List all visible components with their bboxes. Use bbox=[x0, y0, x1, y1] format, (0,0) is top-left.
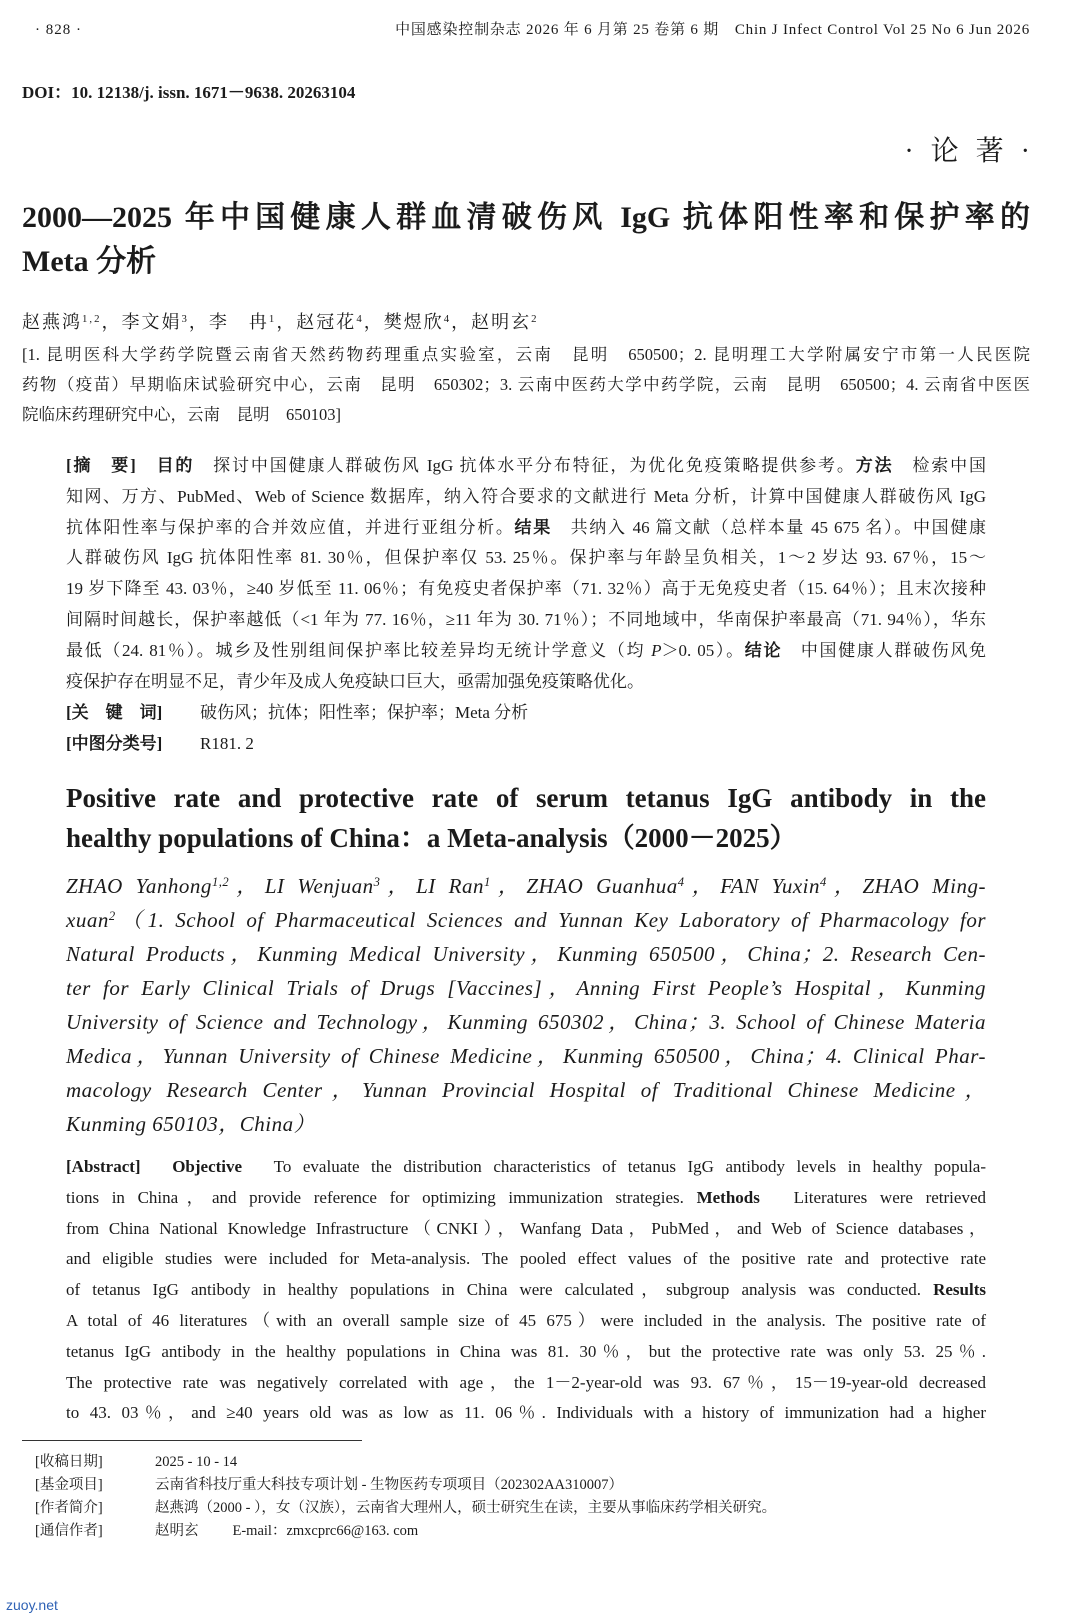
text-segment: Natural Products，Kunming Medical University，Kunming 650500，China；2. Research Cen- bbox=[66, 942, 986, 966]
affiliation-superscript: 3 bbox=[373, 875, 381, 890]
text-segment: Literatures were retrieved bbox=[759, 1187, 986, 1207]
text-segment: ZHAO Yanhong bbox=[66, 874, 212, 898]
site-watermark: zuoy.net bbox=[6, 1597, 58, 1613]
text-segment: ，ZHAO Ming- bbox=[826, 874, 986, 898]
text-segment: tetanus IgG antibody in the healthy populations in China was 81. 30％，but the protective rate was only 53. 25％. bbox=[66, 1341, 986, 1361]
text-segment: Kunming 650103，China） bbox=[66, 1112, 316, 1136]
affiliation-superscript: 2 bbox=[531, 313, 539, 326]
text-segment: 赵燕鸿 bbox=[22, 312, 82, 332]
text-segment: Medica，Yunnan University of Chinese Medicine，Kunming 650500，China；4. Clinical Phar- bbox=[66, 1044, 986, 1068]
abstract-line bbox=[66, 482, 986, 513]
footnote-label: [基金项目] bbox=[35, 1477, 103, 1493]
affiliation-superscript: 4 bbox=[677, 875, 685, 890]
italic-symbol: P bbox=[651, 640, 662, 660]
text-segment: to 43. 03％，and ≥40 years old was as low as 11. 06％. Individuals with a history of immunization had a higher bbox=[66, 1403, 986, 1423]
keywords-row bbox=[66, 697, 986, 728]
text-segment: 19 岁下降至 43. 03％，≥40 岁低至 11. 06％；有免疫史者保护率（71. 32％）高于无免疫史者（15. 64％）；且末次接种 bbox=[66, 579, 986, 599]
footnote-received bbox=[35, 1451, 1035, 1474]
abstract-line bbox=[66, 636, 986, 667]
footnote-value: 2025 - 10 - 14 bbox=[155, 1454, 238, 1470]
text-segment: ，李文娟 bbox=[101, 312, 182, 332]
bold-heading: Objective bbox=[172, 1157, 243, 1176]
affiliation-superscript: 1 bbox=[483, 875, 491, 890]
affiliation-superscript: 1 bbox=[268, 313, 277, 326]
text-segment: ，ZHAO Guanhua bbox=[490, 874, 678, 898]
footnotes bbox=[35, 1451, 1035, 1543]
abstract-line-en bbox=[66, 1337, 986, 1368]
text-segment: 探讨中国健康人群破伤风 IgG 抗体水平分布特征，为优化免疫策略提供参考。 bbox=[194, 456, 856, 475]
text-segment: University of Science and Technology，Kunming 650302，China；3. School of Chinese Materia bbox=[66, 1010, 986, 1034]
keywords-label: [关 键 词] bbox=[66, 703, 163, 722]
article-column-label: · 论 著 · bbox=[904, 136, 1035, 167]
footnote-rule bbox=[22, 1440, 362, 1441]
abstract-line bbox=[66, 574, 986, 605]
title-line: 2000—2025 年中国健康人群血清破伤风 IgG 抗体阳性率和保护率的 bbox=[22, 201, 1030, 234]
text-segment: ＞0. 05）。 bbox=[661, 640, 745, 660]
chinese-affiliations bbox=[22, 340, 1030, 430]
affiliation-line: 院临床药理研究中心，云南 昆明 650103] bbox=[22, 405, 341, 424]
author-line bbox=[22, 310, 1030, 334]
text-segment: 人群破伤风 IgG 抗体阳性率 81. 30％，但保护率仅 53. 25％。保护率与年龄呈负相关，1～2 岁达 93. 67％，15～ bbox=[66, 548, 986, 568]
text-segment: ，李 冉 bbox=[188, 312, 269, 332]
footnote-funding bbox=[35, 1474, 1035, 1497]
affiliation-superscript: 3 bbox=[181, 313, 189, 326]
journal-running-header: 中国感染控制杂志 2026 年 6 月第 25 卷第 6 期 Chin J Infect Control Vol 25 No 6 Jun 2026 bbox=[395, 22, 1030, 38]
text-segment: ，樊煜欣 bbox=[363, 312, 444, 332]
abstract-line bbox=[66, 513, 986, 544]
text-segment: 抗体阳性率与保护率的合并效应值，并进行亚组分析。 bbox=[66, 517, 515, 537]
text-segment: 共纳入 46 篇文献（总样本量 45 675 名）。中国健康 bbox=[551, 517, 987, 537]
keywords-block bbox=[66, 697, 986, 759]
title-line-en: healthy populations of China：a Meta-analysis（2000－2025） bbox=[66, 823, 797, 853]
text-segment: （1. School of Pharmaceutical Sciences and Yunnan Key Laboratory of Pharmacology for bbox=[115, 908, 986, 932]
abstract-line-en bbox=[66, 1398, 986, 1429]
text-segment: To evaluate the distribution characteristics of tetanus IgG antibody levels in healthy popula- bbox=[242, 1157, 986, 1176]
footnote-label: [作者简介] bbox=[35, 1500, 103, 1516]
classification-code: R181. 2 bbox=[200, 734, 254, 753]
abstract-line-en bbox=[66, 1183, 986, 1214]
text-segment: ，赵冠花 bbox=[276, 312, 357, 332]
text-segment: ，LI Ran bbox=[380, 874, 484, 898]
text-segment: xuan bbox=[66, 908, 109, 932]
abstract-line-en bbox=[66, 1214, 986, 1245]
affiliation-superscript: 4 bbox=[443, 313, 452, 326]
author-line-en bbox=[66, 1073, 986, 1107]
author-line-en bbox=[66, 869, 986, 903]
text-segment: tions in China，and provide reference for optimizing immunization strategies. bbox=[66, 1187, 697, 1207]
footnote-value: 赵燕鸿（2000 - ），女（汉族），云南省大理州人，硕士研究生在读，主要从事临床药学相关研究。 bbox=[155, 1500, 777, 1516]
text-segment: and eligible studies were included for Meta-analysis. The pooled effect values of the positive rate and protective rate bbox=[66, 1249, 986, 1269]
abstract-line-en bbox=[66, 1275, 986, 1306]
abstract-line-en bbox=[66, 1306, 986, 1337]
text-segment: from China National Knowledge Infrastructure（CNKI），Wanfang Data，PubMed，and Web of Science databases， bbox=[66, 1218, 986, 1238]
text-segment: 检索中国 bbox=[893, 456, 987, 475]
text-segment: ，FAN Yuxin bbox=[684, 874, 820, 898]
english-authors-affiliations bbox=[66, 869, 986, 1141]
english-abstract bbox=[66, 1152, 986, 1429]
english-title bbox=[66, 778, 986, 858]
page-number: · 828 · bbox=[35, 22, 82, 38]
abstract-line-en bbox=[66, 1152, 986, 1183]
text-segment: 中国健康人群破伤风免 bbox=[782, 640, 987, 660]
affiliation-superscript: 4 bbox=[356, 313, 364, 326]
affiliation-line: 药物（疫苗）早期临床试验研究中心，云南 昆明 650302；3. 云南中医药大学中药学院，云南 昆明 650500；4. 云南省中医医 bbox=[22, 375, 1030, 394]
footnote-author-bio bbox=[35, 1497, 1035, 1520]
keywords-text: 破伤风；抗体；阳性率；保护率；Meta 分析 bbox=[200, 703, 529, 722]
bold-heading: 结果 bbox=[514, 517, 552, 537]
author-line-en bbox=[66, 937, 986, 971]
footnote-correspondence bbox=[35, 1520, 1035, 1543]
chinese-abstract bbox=[66, 451, 986, 697]
abstract-line bbox=[66, 451, 986, 482]
bold-heading: 方法 bbox=[855, 456, 894, 475]
author-line-en bbox=[66, 903, 986, 937]
abstract-line-en bbox=[66, 1368, 986, 1399]
text-segment: 知网、万方、PubMed、Web of Science 数据库，纳入符合要求的文献进行 Meta 分析，计算中国健康人群破伤风 IgG bbox=[66, 486, 986, 506]
author-line-en bbox=[66, 1005, 986, 1039]
classification-row bbox=[66, 728, 986, 759]
text-segment: ter for Early Clinical Trials of Drugs [Vaccines]，Anning First People’s Hospital，Kunming bbox=[66, 976, 986, 1000]
text-segment: The protective rate was negatively correlated with age，the 1－2-year-old was 93. 67％，15－19-year-old decreased bbox=[66, 1372, 986, 1392]
affiliation-line: [1. 昆明医科大学药学院暨云南省天然药物药理重点实验室，云南 昆明 650500；2. 昆明理工大学附属安宁市第一人民医院 bbox=[22, 345, 1030, 364]
author-line-en bbox=[66, 971, 986, 1005]
affiliation-superscript: 1,2 bbox=[211, 875, 230, 890]
corresponding-author-name: 赵明玄 bbox=[155, 1523, 199, 1539]
text-segment: of tetanus IgG antibody in healthy populations in China were calculated，subgroup analysis was conducted. bbox=[66, 1280, 934, 1300]
abstract-line bbox=[66, 605, 986, 636]
bold-heading: 目的 bbox=[156, 456, 195, 475]
chinese-authors bbox=[22, 310, 1030, 334]
bold-heading: [摘 要] bbox=[66, 456, 157, 475]
author-line-en bbox=[66, 1107, 986, 1141]
bold-heading: Results bbox=[933, 1280, 986, 1300]
text-segment: 间隔时间越长，保护率越低（<1 年为 77. 16％，≥11 年为 30. 71％）；不同地域中，华南保护率最高（71. 94％），华东 bbox=[66, 609, 986, 629]
abstract-line bbox=[66, 667, 986, 698]
corresponding-author-email: E-mail：zmxcprc66@163. com bbox=[232, 1523, 419, 1539]
text-segment: 疫保护存在明显不足，青少年及成人免疫缺口巨大，亟需加强免疫策略优化。 bbox=[66, 671, 644, 691]
author-line-en bbox=[66, 1039, 986, 1073]
title-line-en: Positive rate and protective rate of serum tetanus IgG antibody in the bbox=[66, 783, 986, 813]
abstract-line bbox=[66, 543, 986, 574]
affiliation-superscript: 1,2 bbox=[82, 313, 102, 326]
text-segment: ，赵明玄 bbox=[451, 312, 532, 332]
text-segment: 最低（24. 81％）。城乡及性别组间保护率比较差异均无统计学意义（均 bbox=[66, 640, 652, 660]
chinese-title bbox=[22, 196, 1030, 284]
title-line: Meta 分析 bbox=[22, 245, 157, 278]
text-segment: A total of 46 literatures（with an overall sample size of 45 675）were included in the analysis. The positive rate of bbox=[66, 1310, 986, 1330]
doi-line: DOI：10. 12138/j. issn. 1671－9638. 20263104 bbox=[22, 83, 356, 102]
footnote-value: 云南省科技厅重大科技专项计划 - 生物医药专项项目（202302AA310007） bbox=[155, 1477, 624, 1493]
footnote-label: [通信作者] bbox=[35, 1523, 103, 1539]
abstract-line-en bbox=[66, 1244, 986, 1275]
bold-heading: [Abstract] bbox=[66, 1157, 173, 1176]
bold-heading: 结论 bbox=[744, 640, 783, 660]
text-segment: macology Research Center，Yunnan Provincial Hospital of Traditional Chinese Medicine， bbox=[66, 1078, 986, 1102]
footnote-label: [收稿日期] bbox=[35, 1454, 103, 1470]
affiliation-superscript: 4 bbox=[820, 875, 827, 890]
bold-heading: Methods bbox=[696, 1187, 760, 1207]
affiliation-superscript: 2 bbox=[108, 909, 116, 924]
classification-label: [中图分类号] bbox=[66, 734, 163, 753]
text-segment: ，LI Wenjuan bbox=[229, 874, 374, 898]
